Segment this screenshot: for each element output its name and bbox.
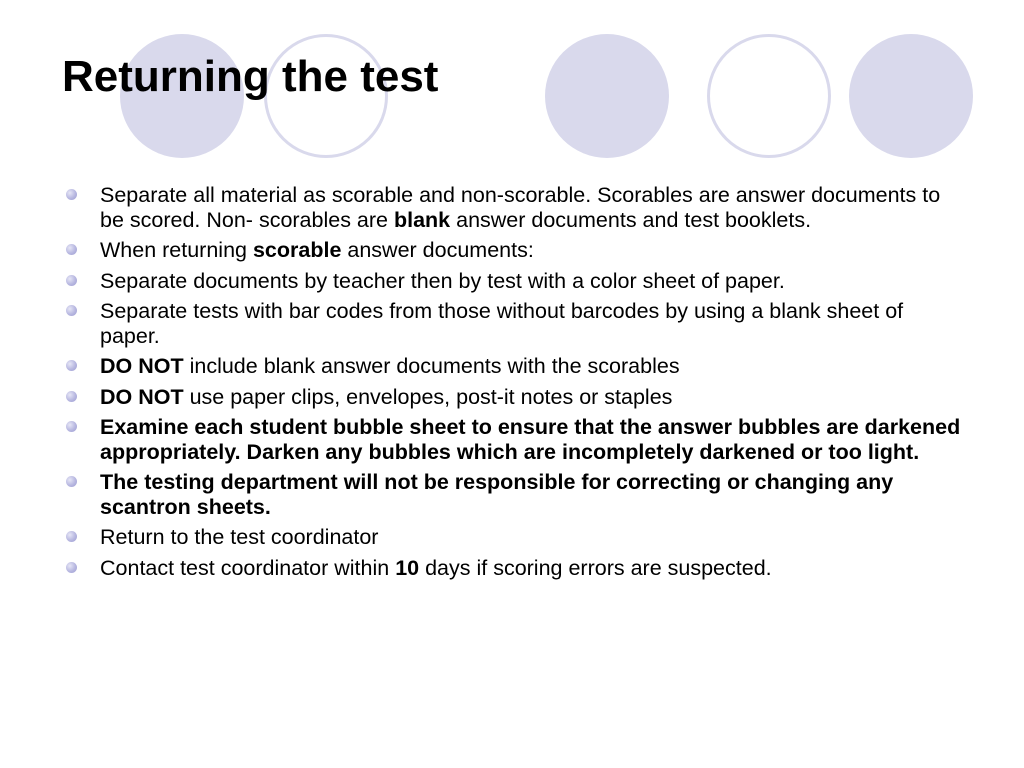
bullet-text: Separate all material as scorable and non-scorable. Scorables are answer documents to be scored. Non- scorables are — [100, 183, 941, 232]
bullet-text: use paper clips, envelopes, post-it notes or staples — [183, 384, 673, 409]
bullet-dot-icon — [66, 305, 77, 316]
bullet-item — [64, 269, 964, 294]
bullet-text: days if scoring errors are suspected. — [419, 555, 772, 580]
bullet-text-bold: DO NOT — [100, 354, 184, 378]
decorative-circle-icon — [545, 34, 669, 158]
bullet-dot-icon — [66, 421, 77, 432]
bullet-item — [64, 299, 964, 348]
bullet-text-bold: Examine each student bubble sheet to ensure that the answer bubbles are darkened appropriately. Darken any bubbles which are incompletely darkened or too light. — [100, 415, 961, 464]
slide-title: Returning the test — [62, 52, 439, 101]
bullet-dot-icon — [66, 244, 77, 255]
bullet-text-bold: blank — [393, 207, 451, 232]
bullet-list — [64, 183, 964, 586]
bullet-dot-icon — [66, 531, 77, 542]
bullet-dot-icon — [66, 275, 77, 286]
decorative-circle-outline-icon — [707, 34, 831, 158]
bullet-text-bold: The testing department will not be responsible for correcting or changing any scantron sheets. — [100, 470, 894, 519]
bullet-dot-icon — [66, 562, 77, 573]
bullet-text: answer documents and test booklets. — [450, 207, 812, 232]
bullet-dot-icon — [66, 360, 77, 371]
bullet-text: Contact test coordinator within — [100, 555, 396, 580]
bullet-text-bold: DO NOT — [100, 384, 184, 409]
bullet-text: When returning — [100, 238, 253, 262]
bullet-item — [64, 525, 964, 550]
bullet-dot-icon — [66, 189, 77, 200]
bullet-text-bold: scorable — [252, 238, 342, 262]
bullet-text: Separate tests with bar codes from those without barcodes by using a blank sheet of paper. — [100, 299, 904, 348]
bullet-item — [64, 354, 964, 379]
bullet-item — [64, 385, 964, 410]
bullet-dot-icon — [66, 476, 77, 487]
bullet-item — [64, 556, 964, 581]
bullet-text: include blank answer documents with the scorables — [183, 354, 680, 378]
bullet-text: answer documents: — [341, 238, 534, 262]
decorative-circle-icon — [849, 34, 973, 158]
bullet-dot-icon — [66, 391, 77, 402]
bullet-item — [64, 470, 964, 519]
bullet-item — [64, 183, 964, 232]
bullet-text: Return to the test coordinator — [100, 525, 379, 549]
bullet-item — [64, 238, 964, 263]
bullet-text-bold: 10 — [395, 555, 420, 580]
bullet-item — [64, 415, 964, 464]
bullet-text: Separate documents by teacher then by test with a color sheet of paper. — [100, 268, 785, 293]
